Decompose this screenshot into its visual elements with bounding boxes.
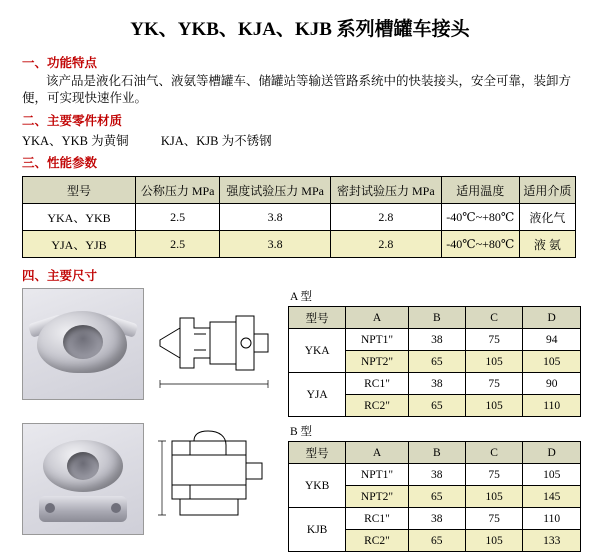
perf-header-cell: 密封试验压力 MPa <box>330 177 441 204</box>
section-heading-dimensions: 四、主要尺寸 <box>22 269 98 283</box>
perf-cell: 3.8 <box>220 204 331 231</box>
dim-cell: 75 <box>465 464 523 486</box>
dim-cell: 105 <box>465 486 523 508</box>
perf-cell: 2.5 <box>136 231 220 258</box>
dim-cell: RC2" <box>346 395 408 417</box>
dim-cell: NPT1" <box>346 329 408 351</box>
material-left-text: YKA、YKB 为黄铜 <box>22 134 129 148</box>
line-drawing-type-a <box>150 288 278 398</box>
dim-cell: 105 <box>523 351 581 373</box>
dim-cell: RC1" <box>346 508 408 530</box>
perf-header-cell: 公称压力 MPa <box>136 177 220 204</box>
drawing-b-svg <box>150 423 278 533</box>
material-right-text: KJA、KJB 为不锈钢 <box>160 134 272 148</box>
dimension-row-a <box>22 288 582 417</box>
dim-cell: 38 <box>408 373 465 395</box>
performance-table <box>22 176 576 258</box>
perf-cell: YJA、YJB <box>23 231 136 258</box>
perf-cell: -40℃~+80℃ <box>441 231 519 258</box>
dim-cell: 75 <box>465 329 523 351</box>
product-photo-type-b <box>22 423 144 535</box>
dim-cell: 90 <box>523 373 581 395</box>
table-row <box>289 373 581 395</box>
material-line <box>22 131 600 149</box>
dim-model-cell: KJB <box>289 508 346 552</box>
perf-cell: -40℃~+80℃ <box>441 204 519 231</box>
dimension-table-block-b <box>288 423 581 552</box>
dim-header-cell: B <box>408 307 465 329</box>
table-header-row <box>23 177 576 204</box>
features-paragraph: 该产品是液化石油气、液氨等槽罐车、储罐站等输送管路系统中的快装接头，安全可靠，装卸方便，可实现快速作业。 <box>22 74 572 105</box>
dim-header-cell: D <box>523 307 581 329</box>
dim-cell: 38 <box>408 464 465 486</box>
dimension-table-label-a: A 型 <box>290 291 313 303</box>
dim-model-cell: YKA <box>289 329 346 373</box>
perf-cell: 2.5 <box>136 204 220 231</box>
section-heading-material: 二、主要零件材质 <box>22 114 123 128</box>
dim-header-cell: C <box>465 442 523 464</box>
dim-cell: RC2" <box>346 530 408 552</box>
table-row <box>23 204 576 231</box>
dim-header-cell: A <box>346 442 408 464</box>
dim-cell: 105 <box>523 464 581 486</box>
perf-cell: 液化气 <box>519 204 575 231</box>
dimension-table-b <box>288 441 581 552</box>
dim-cell: 38 <box>408 508 465 530</box>
table-row <box>23 231 576 258</box>
photo-flange <box>39 496 127 522</box>
section-heading-performance: 三、性能参数 <box>22 156 98 170</box>
performance-table-wrap <box>22 176 600 258</box>
dim-cell: 65 <box>408 351 465 373</box>
dim-header-cell: B <box>408 442 465 464</box>
perf-header-cell: 强度试验压力 MPa <box>220 177 331 204</box>
dim-cell: 145 <box>523 486 581 508</box>
table-row <box>289 464 581 486</box>
dimension-table-label-b: B 型 <box>290 426 313 438</box>
section-heading-features: 一、功能特点 <box>22 56 98 70</box>
dim-cell: 133 <box>523 530 581 552</box>
dimension-table-block-a <box>288 288 581 417</box>
perf-cell: 2.8 <box>330 231 441 258</box>
table-row <box>289 329 581 351</box>
table-header-row <box>289 307 581 329</box>
drawing-a-svg <box>150 288 278 398</box>
perf-header-cell: 型号 <box>23 177 136 204</box>
dim-cell: 105 <box>465 395 523 417</box>
perf-cell: 3.8 <box>220 231 331 258</box>
dim-cell: NPT2" <box>346 486 408 508</box>
dim-cell: 110 <box>523 395 581 417</box>
dim-header-cell: C <box>465 307 523 329</box>
page-title: YK、YKB、KJA、KJB 系列槽罐车接头 <box>130 19 470 40</box>
dim-cell: 65 <box>408 395 465 417</box>
dim-cell: 94 <box>523 329 581 351</box>
perf-cell: 2.8 <box>330 204 441 231</box>
dim-cell: 110 <box>523 508 581 530</box>
product-photo-type-a <box>22 288 144 400</box>
photo-coupling-body-b <box>43 440 123 492</box>
table-header-row <box>289 442 581 464</box>
perf-cell: 液 氨 <box>519 231 575 258</box>
table-row <box>289 508 581 530</box>
dim-cell: 75 <box>465 508 523 530</box>
dimension-table-a <box>288 306 581 417</box>
dim-model-cell: YKB <box>289 464 346 508</box>
photo-coupling-body <box>37 311 127 373</box>
perf-cell: YKA、YKB <box>23 204 136 231</box>
perf-header-cell: 适用介质 <box>519 177 575 204</box>
dimensions-area <box>22 288 582 552</box>
dim-header-cell: 型号 <box>289 442 346 464</box>
dim-cell: RC1" <box>346 373 408 395</box>
dim-model-cell: YJA <box>289 373 346 417</box>
dim-header-cell: D <box>523 442 581 464</box>
dim-header-cell: 型号 <box>289 307 346 329</box>
perf-header-cell: 适用温度 <box>441 177 519 204</box>
dim-cell: NPT1" <box>346 464 408 486</box>
dim-cell: 65 <box>408 530 465 552</box>
dim-cell: 105 <box>465 351 523 373</box>
dim-cell: NPT2" <box>346 351 408 373</box>
dim-cell: 105 <box>465 530 523 552</box>
dimension-row-b <box>22 423 582 552</box>
dim-header-cell: A <box>346 307 408 329</box>
dim-cell: 75 <box>465 373 523 395</box>
dim-cell: 65 <box>408 486 465 508</box>
line-drawing-type-b <box>150 423 278 533</box>
dim-cell: 38 <box>408 329 465 351</box>
